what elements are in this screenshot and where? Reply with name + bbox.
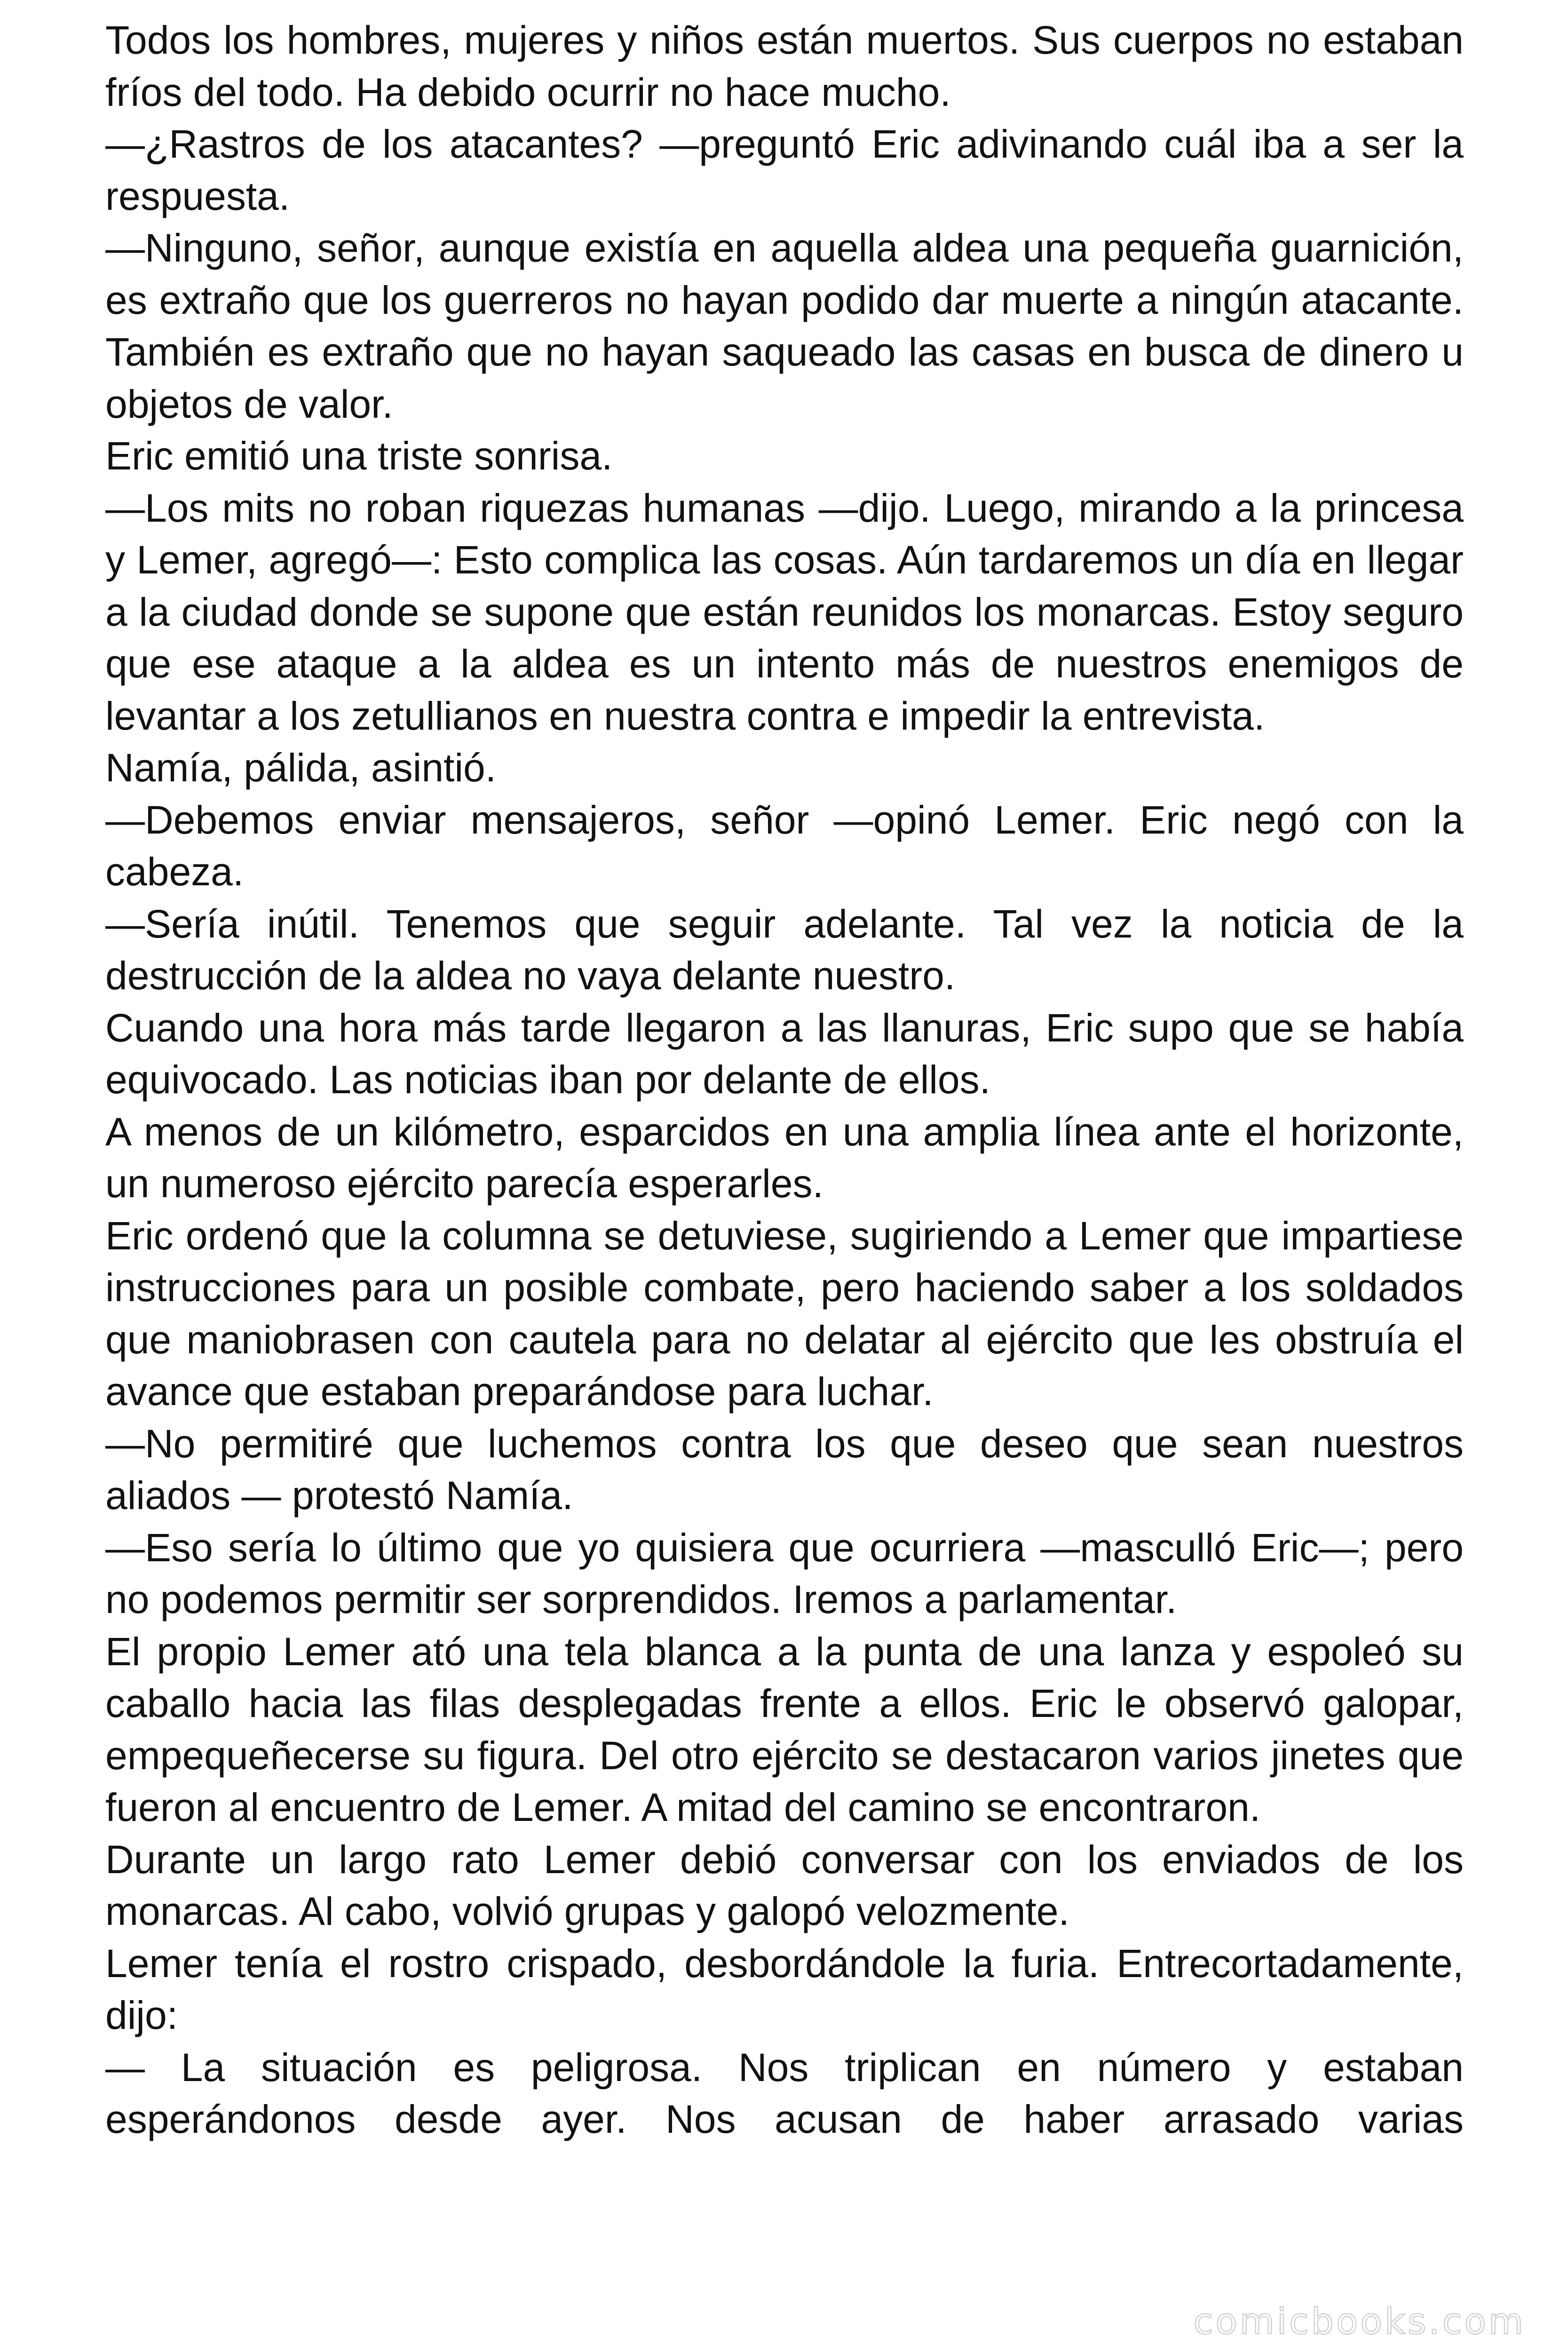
- paragraph: —Debemos enviar mensajeros, señor —opinó Lemer. Eric negó con la cabeza.: [105, 797, 1464, 894]
- paragraph: Eric emitió una triste sonrisa.: [105, 434, 613, 478]
- watermark: comicbooks.com: [1193, 2300, 1526, 2342]
- paragraph: A menos de un kilómetro, esparcidos en una amplia línea ante el horizonte, un numeroso ejército parecía esperarles.: [105, 1109, 1464, 1206]
- paragraph: —Ninguno, señor, aunque existía en aquella aldea una pequeña guarnición, es extraño que los guerreros no hayan podido dar muerte a ningún atacante. También es extraño que no hayan saqueado las casas en busca de dinero u objetos de valor.: [105, 226, 1464, 426]
- paragraph: Eric ordenó que la columna se detuviese, sugiriendo a Lemer que impartiese instrucciones para un posible combate, pero haciendo saber a los soldados que maniobrasen con cautela para no delatar al ejército que les obstruía el avance que estaban preparándose para luchar.: [105, 1213, 1464, 1414]
- paragraph: —No permitiré que luchemos contra los que deseo que sean nuestros aliados — protestó Namía.: [105, 1421, 1464, 1518]
- paragraph: —Sería inútil. Tenemos que seguir adelante. Tal vez la noticia de la destrucción de la aldea no vaya delante nuestro.: [105, 901, 1464, 998]
- paragraph: Lemer tenía el rostro crispado, desbordándole la furia. Entrecortadamente, dijo:: [105, 1941, 1464, 2037]
- paragraph-last: — La situación es peligrosa. Nos triplican en número y estaban esperándonos desde ayer. Nos acusan de haber arrasado varias: [105, 2045, 1464, 2141]
- paragraph: —¿Rastros de los atacantes? —preguntó Eric adivinando cuál iba a ser la respuesta.: [105, 122, 1464, 218]
- body-text: [105, 14, 1464, 2145]
- paragraph: —Eso sería lo último que yo quisiera que ocurriera —masculló Eric—; pero no podemos permitir ser sorprendidos. Iremos a parlamentar.: [105, 1525, 1464, 1621]
- paragraph: Namía, pálida, asintió.: [105, 746, 497, 790]
- paragraph: Todos los hombres, mujeres y niños están muertos. Sus cuerpos no estaban fríos del todo. Ha debido ocurrir no hace mucho.: [105, 18, 1464, 114]
- paragraph: Durante un largo rato Lemer debió conversar con los enviados de los monarcas. Al cabo, volvió grupas y galopó velozmente.: [105, 1837, 1464, 1933]
- paragraph: Cuando una hora más tarde llegaron a las llanuras, Eric supo que se había equivocado. Las noticias iban por delante de ellos.: [105, 1005, 1464, 1102]
- paragraph: El propio Lemer ató una tela blanca a la punta de una lanza y espoleó su caballo hacia las filas desplegadas frente a ellos. Eric le observó galopar, empequeñecerse su figura. Del otro ejército se destacaron varios jinetes que fueron al encuentro de Lemer. A mitad del camino se encontraron.: [105, 1629, 1464, 1829]
- paragraph: —Los mits no roban riquezas humanas —dijo. Luego, mirando a la princesa y Lemer, agregó—: Esto complica las cosas. Aún tardaremos un día en llegar a la ciudad donde se supone que están reunidos los monarcas. Estoy seguro que ese ataque a la aldea es un intento más de nuestros enemigos de levantar a los zetullianos en nuestra contra e impedir la entrevista.: [105, 485, 1464, 738]
